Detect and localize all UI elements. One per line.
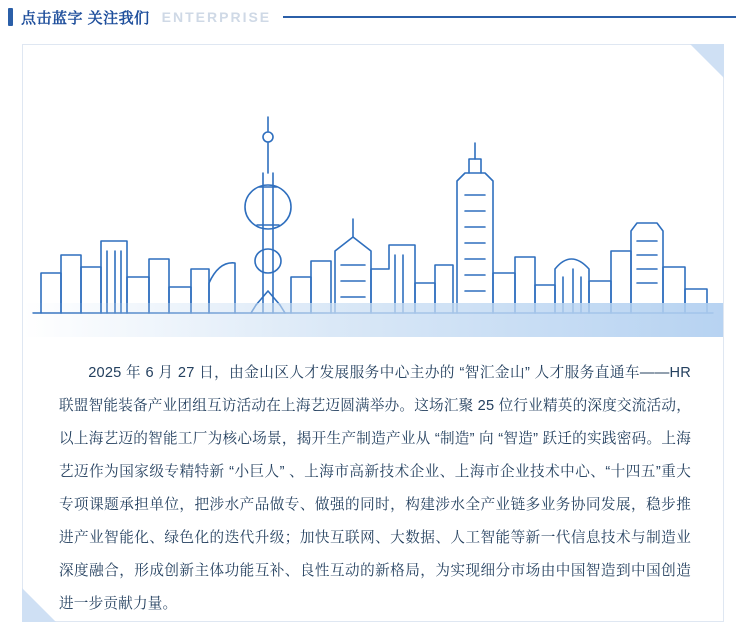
- header-divider-line: [283, 16, 736, 18]
- article-body: [59, 357, 691, 621]
- follow-us-label[interactable]: 点击蓝字 关注我们: [21, 9, 150, 27]
- article-paragraph: 2025 年 6 月 27 日，由金山区人才发展服务中心主办的 “智汇金山” 人才服务直通车——HR 联盟智能装备产业团组互访活动在上海艺迈圆满举办。这场汇聚 25 位行业精英的深度交流活动，以上海艺迈的智能工厂为核心场景，揭开生产制造产业从 “制造” 向 “智造” 跃迁的实践密码。上海艺迈作为国家级专精特新 “小巨人” 、上海市高新技术企业、上海市企业技术中心、“十四五”重大专项课题承担单位，把涉水产品做专、做强的同时，构建涉水全产业链多业务协同发展，稳步推进产业智能化、绿色化的迭代升级；加快互联网、大数据、人工智能等新一代信息技术与制造业深度融合，形成创新主体功能互补、良性互动的新格局，为实现细分市场由中国智造到中国创造进一步贡献力量。: [59, 365, 691, 612]
- corner-decoration-bottom-left: [22, 588, 56, 622]
- header: [0, 0, 746, 34]
- skyline-gradient-band: [23, 303, 723, 337]
- header-accent-bar: [8, 8, 13, 26]
- article-card: [22, 44, 724, 622]
- header-english-label: ENTERPRISE: [161, 9, 272, 25]
- shanghai-skyline-icon: [23, 55, 723, 335]
